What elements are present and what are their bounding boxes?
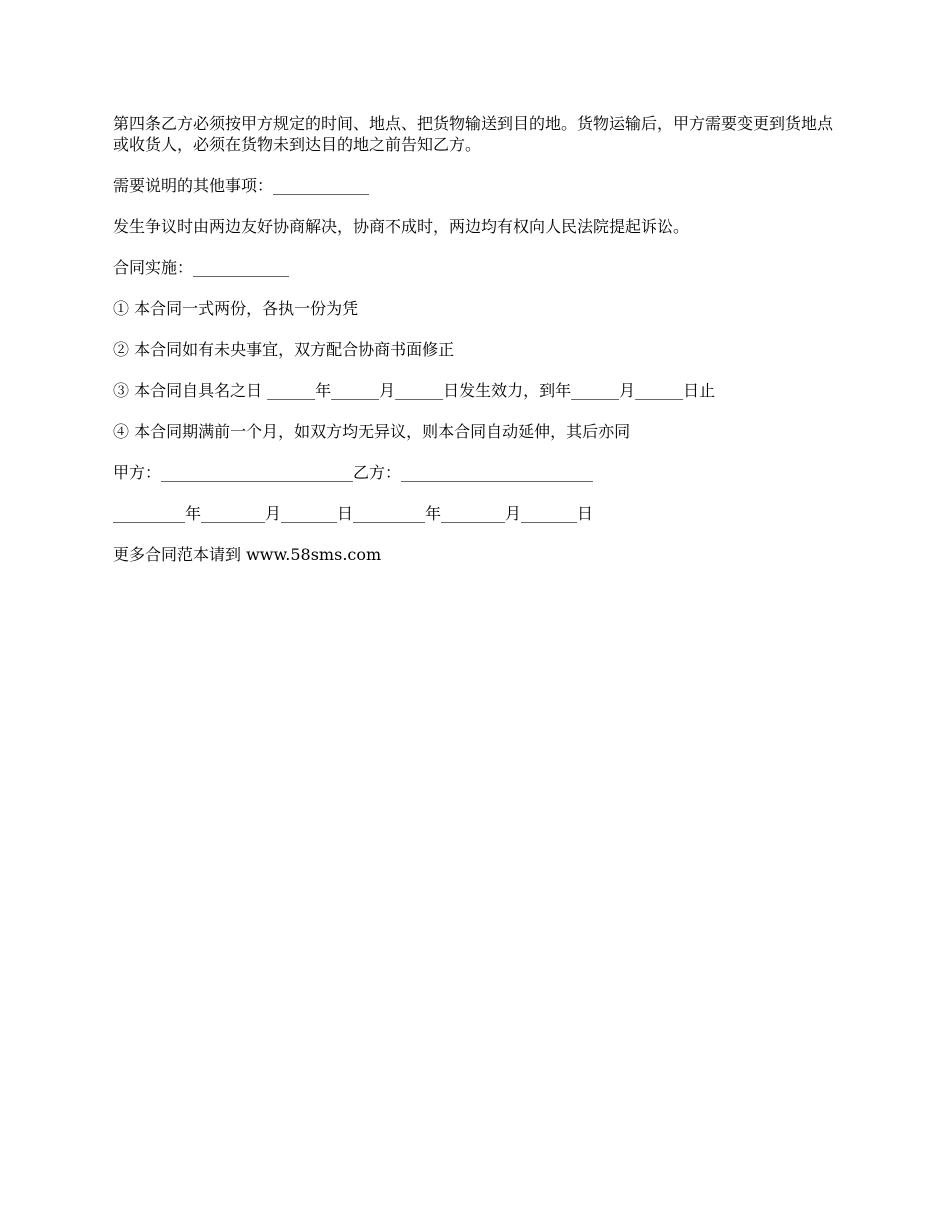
signature-date-line: _________年________月_______日_________年________月_______日 <box>113 504 594 523</box>
signature-parties-line: 甲方：________________________乙方：________________________ <box>113 463 594 482</box>
contract-implementation-line: 合同实施：____________ <box>113 258 290 277</box>
more-templates-link-line: 更多合同范本请到 www.58sms.com <box>113 545 382 564</box>
dispute-resolution-paragraph: 发生争议时由两边友好协商解决，协商不成时，两边均有权向人民法院提起诉讼。 <box>113 217 690 236</box>
clause-four-paragraph: 第四条乙方必须按甲方规定的时间、地点、把货物输送到目的地。货物运输后，甲方需要变更到货地点或收货人，必须在货物未到达目的地之前告知乙方。 <box>113 114 834 154</box>
item-one-line: ① 本合同一式两份，各执一份为凭 <box>113 299 359 318</box>
item-four-line: ④ 本合同期满前一个月，如双方均无异议，则本合同自动延伸，其后亦同 <box>113 422 631 441</box>
item-two-line: ② 本合同如有未央事宜，双方配合协商书面修正 <box>113 340 455 359</box>
other-matters-line: 需要说明的其他事项：____________ <box>113 176 370 195</box>
document-page <box>113 113 841 585</box>
item-three-line: ③ 本合同自具名之日 ______年______月______日发生效力，到年______月______日止 <box>113 381 716 400</box>
